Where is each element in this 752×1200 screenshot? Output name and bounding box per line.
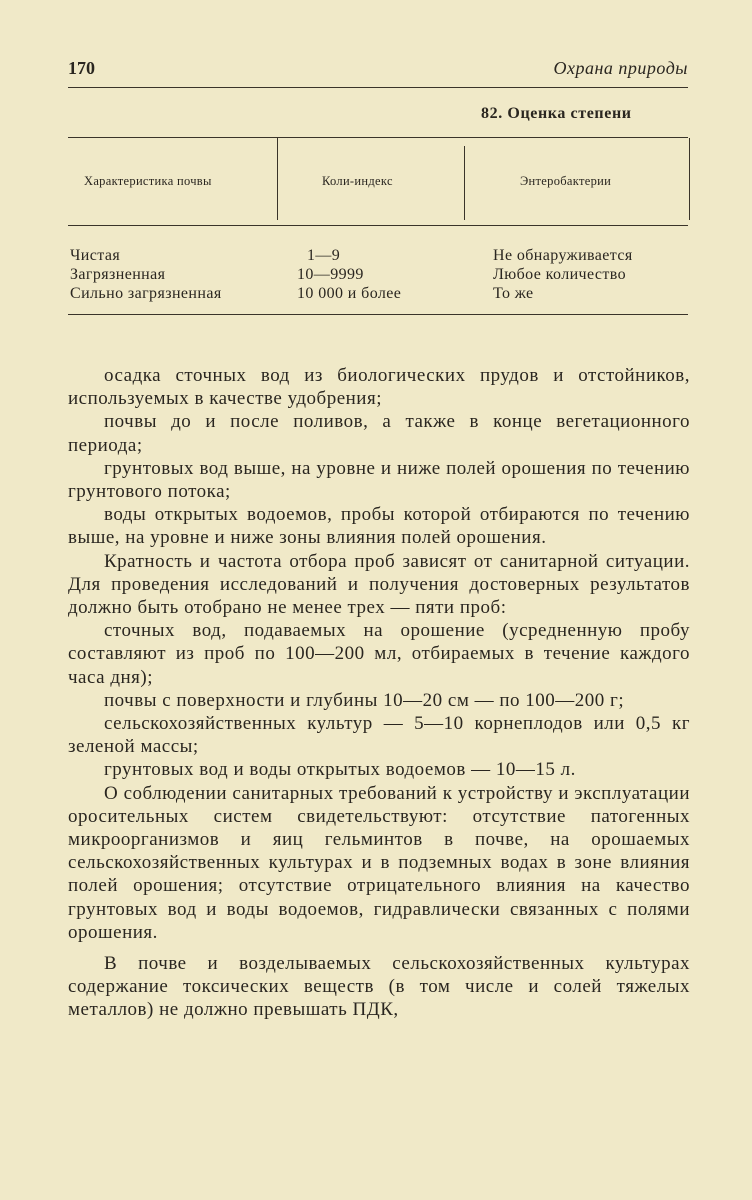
paragraph: воды открытых водоемов, пробы которой отбираются по течению выше, на уровне и ниже зоны влияния полей орошения. [68, 504, 690, 549]
page-header [68, 58, 688, 82]
table-cell: 10—9999 [297, 266, 364, 283]
paragraph: Кратность и частота отбора проб зависят от санитарной ситуации. Для проведения исследований и получения достоверных результатов должно быть отобрано не менее трех — пяти проб: [68, 550, 690, 619]
paragraph: О соблюдении санитарных требований к устройству и эксплуатации оросительных систем свидетельствуют: отсутствие патогенных микроорганизмов и яиц гельминтов в почве, на орошаемых сельскохозяйственных культурах и в подземных водах в зоне влияния полей орошения; отсутствие отрицательного влияния на качество грунтовых вод и воды водоемов, гидравлически связанных с полями орошения. [68, 782, 690, 943]
table-cell: Сильно загрязненная [70, 285, 222, 302]
table-top-rule [68, 137, 688, 138]
column-header-soil: Характеристика почвы [84, 174, 212, 188]
header-rule [68, 87, 688, 88]
column-header-enterobacteria: Энтеробактерии [520, 174, 612, 188]
page-number: 170 [68, 58, 95, 78]
paragraph: грунтовых вод выше, на уровне и ниже полей орошения по течению грунтового потока; [68, 457, 690, 503]
table-cell: То же [493, 285, 534, 302]
table-cell: Загрязненная [70, 266, 166, 283]
table-caption: 82. Оценка степени [481, 105, 632, 122]
table-cell: Чистая [70, 247, 121, 264]
column-divider-2 [464, 146, 465, 220]
paragraph: грунтовых вод и воды открытых водоемов — 10—15 л. [104, 759, 576, 781]
body-text [68, 364, 690, 1022]
paragraph: В почве и возделываемых сельскохозяйственных культурах содержание токсических веществ (в том числе и солей тяжелых металлов) не должно превышать ПДК, [68, 953, 690, 1021]
paragraph: почвы с поверхности и глубины 10—20 см — по 100—200 г; [104, 689, 625, 711]
table-bottom-rule [68, 314, 688, 315]
table-cell: Не обнаруживается [493, 247, 633, 264]
column-header-coli-index: Коли-индекс [322, 174, 393, 188]
paragraph: осадка сточных вод из биологических прудов и отстойников, используемых в качестве удобрения; [68, 365, 690, 410]
table-cell: 1—9 [307, 247, 341, 264]
column-divider-3 [689, 138, 690, 220]
table-cell: Любое количество [493, 266, 627, 283]
paragraph: сельскохозяйственных культур — 5—10 корнеплодов или 0,5 кг зеленой массы; [68, 713, 690, 758]
paragraph: почвы до и после поливов, а также в конце вегетационного периода; [68, 411, 690, 456]
table-cell: 10 000 и более [297, 285, 402, 302]
running-title: Охрана природы [553, 58, 688, 78]
table-head-rule [68, 225, 688, 226]
column-divider-1 [277, 138, 278, 220]
paragraph: сточных вод, подаваемых на орошение (усредненную пробу составляют из проб по 100—200 мл, отбираемых в течение каждого часа дня); [68, 620, 690, 688]
